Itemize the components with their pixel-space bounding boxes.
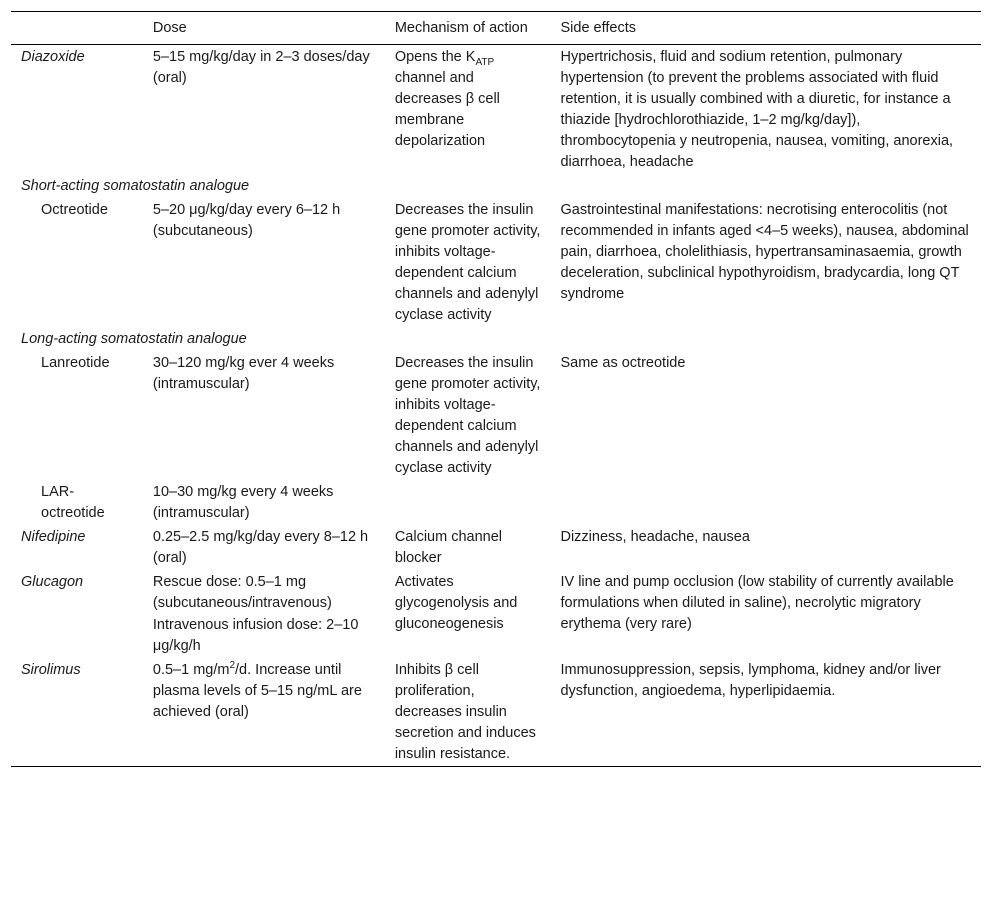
drug-name: Diazoxide: [21, 49, 85, 65]
table-row: [11, 658, 981, 767]
side-effects-cell: Immunosuppression, sepsis, lymphoma, kidney and/or liver dysfunction, angioedema, hyperlipidaemia.: [560, 662, 941, 699]
header-drug: [11, 12, 143, 45]
group-row: [11, 327, 981, 351]
mechanism-cell: Decreases the insulin gene promoter activity, inhibits voltage-dependent calcium channels and adenylyl cyclase activity: [394, 355, 541, 476]
table-row: [11, 480, 981, 525]
dose-cell: 0.25–2.5 mg/kg/day every 8–12 h (oral): [152, 529, 369, 566]
header-dose: Dose: [143, 12, 385, 45]
drug-name: LAR-octreotide: [41, 484, 105, 521]
table-row: [11, 570, 981, 658]
table-row: [11, 525, 981, 570]
dose-cell: [143, 570, 385, 658]
dose-text: /d. Increase until plasma levels of 5–15 ng/mL are achieved (oral): [152, 662, 362, 720]
mechanism-text: Opens the K: [394, 49, 476, 65]
drug-name: Nifedipine: [21, 529, 86, 545]
table-row: [11, 45, 981, 175]
mechanism-cell: [385, 45, 551, 175]
mechanism-cell: Inhibits β cell proliferation, decreases insulin secretion and induces insulin resistance.: [394, 662, 536, 762]
drug-name: Octreotide: [41, 202, 108, 218]
dose-cell: 30–120 mg/kg ever 4 weeks (intramuscular): [152, 355, 335, 392]
dose-cell: [143, 658, 385, 767]
dose-rescue: Rescue dose: 0.5–1 mg (subcutaneous/intravenous): [152, 574, 332, 611]
mechanism-cell: [385, 480, 551, 525]
drug-name: Lanreotide: [41, 355, 110, 371]
dose-cell: 5–15 mg/kg/day in 2–3 doses/day (oral): [152, 49, 370, 86]
header-side-effects: Side effects: [550, 12, 981, 45]
dose-cell: 5–20 μg/kg/day every 6–12 h (subcutaneous): [152, 202, 341, 239]
mechanism-subscript: ATP: [475, 57, 495, 68]
side-effects-cell: Gastrointestinal manifestations: necrotising enterocolitis (not recommended in infants aged <4–5 weeks), nausea, abdominal pain, diarrhoea, cholelithiasis, hypertransaminasaemia, growth deceleration, subclinical hypothyroidism, bradycardia, long QT syndrome: [560, 202, 969, 302]
group-row: [11, 174, 981, 198]
side-effects-cell: Hypertrichosis, fluid and sodium retention, pulmonary hypertension (to prevent the problems associated with fluid retention, it is usually combined with a diuretic, for instance a thiazide [hydrochlorothiazide, 1–2 mg/kg/day]), thrombocytopenia y neutropenia, nausea, vomiting, anorexia, diarrhoea, headache: [560, 49, 954, 170]
header-mechanism: Mechanism of action: [385, 12, 551, 45]
header-row: [11, 12, 981, 45]
side-effects-cell: Same as octreotide: [560, 355, 686, 371]
dose-cell: 10–30 mg/kg every 4 weeks (intramuscular): [152, 484, 334, 521]
group-heading: Long-acting somatostatin analogue: [21, 331, 247, 347]
mechanism-cell: Activates glycogenolysis and gluconeogenesis: [394, 574, 518, 632]
drug-name: Sirolimus: [21, 662, 81, 678]
dose-infusion: Intravenous infusion dose: 2–10 μg/kg/h: [152, 617, 359, 654]
dose-superscript: 2: [229, 660, 236, 671]
mechanism-cell: Decreases the insulin gene promoter activity, inhibits voltage-dependent calcium channels and adenylyl cyclase activity: [394, 202, 541, 323]
side-effects-cell: [550, 480, 981, 525]
dose-text: 0.5–1 mg/m: [152, 662, 230, 678]
table-row: [11, 351, 981, 480]
table-row: [11, 198, 981, 327]
drug-table: [11, 11, 981, 767]
mechanism-text: channel and decreases β cell membrane depolarization: [394, 70, 500, 149]
drug-name: Glucagon: [21, 574, 84, 590]
mechanism-cell: Calcium channel blocker: [394, 529, 503, 566]
side-effects-cell: IV line and pump occlusion (low stability of currently available formulations when diluted in saline), necrolytic migratory erythema (very rare): [560, 574, 954, 632]
group-heading: Short-acting somatostatin analogue: [21, 178, 250, 194]
side-effects-cell: Dizziness, headache, nausea: [560, 529, 750, 545]
